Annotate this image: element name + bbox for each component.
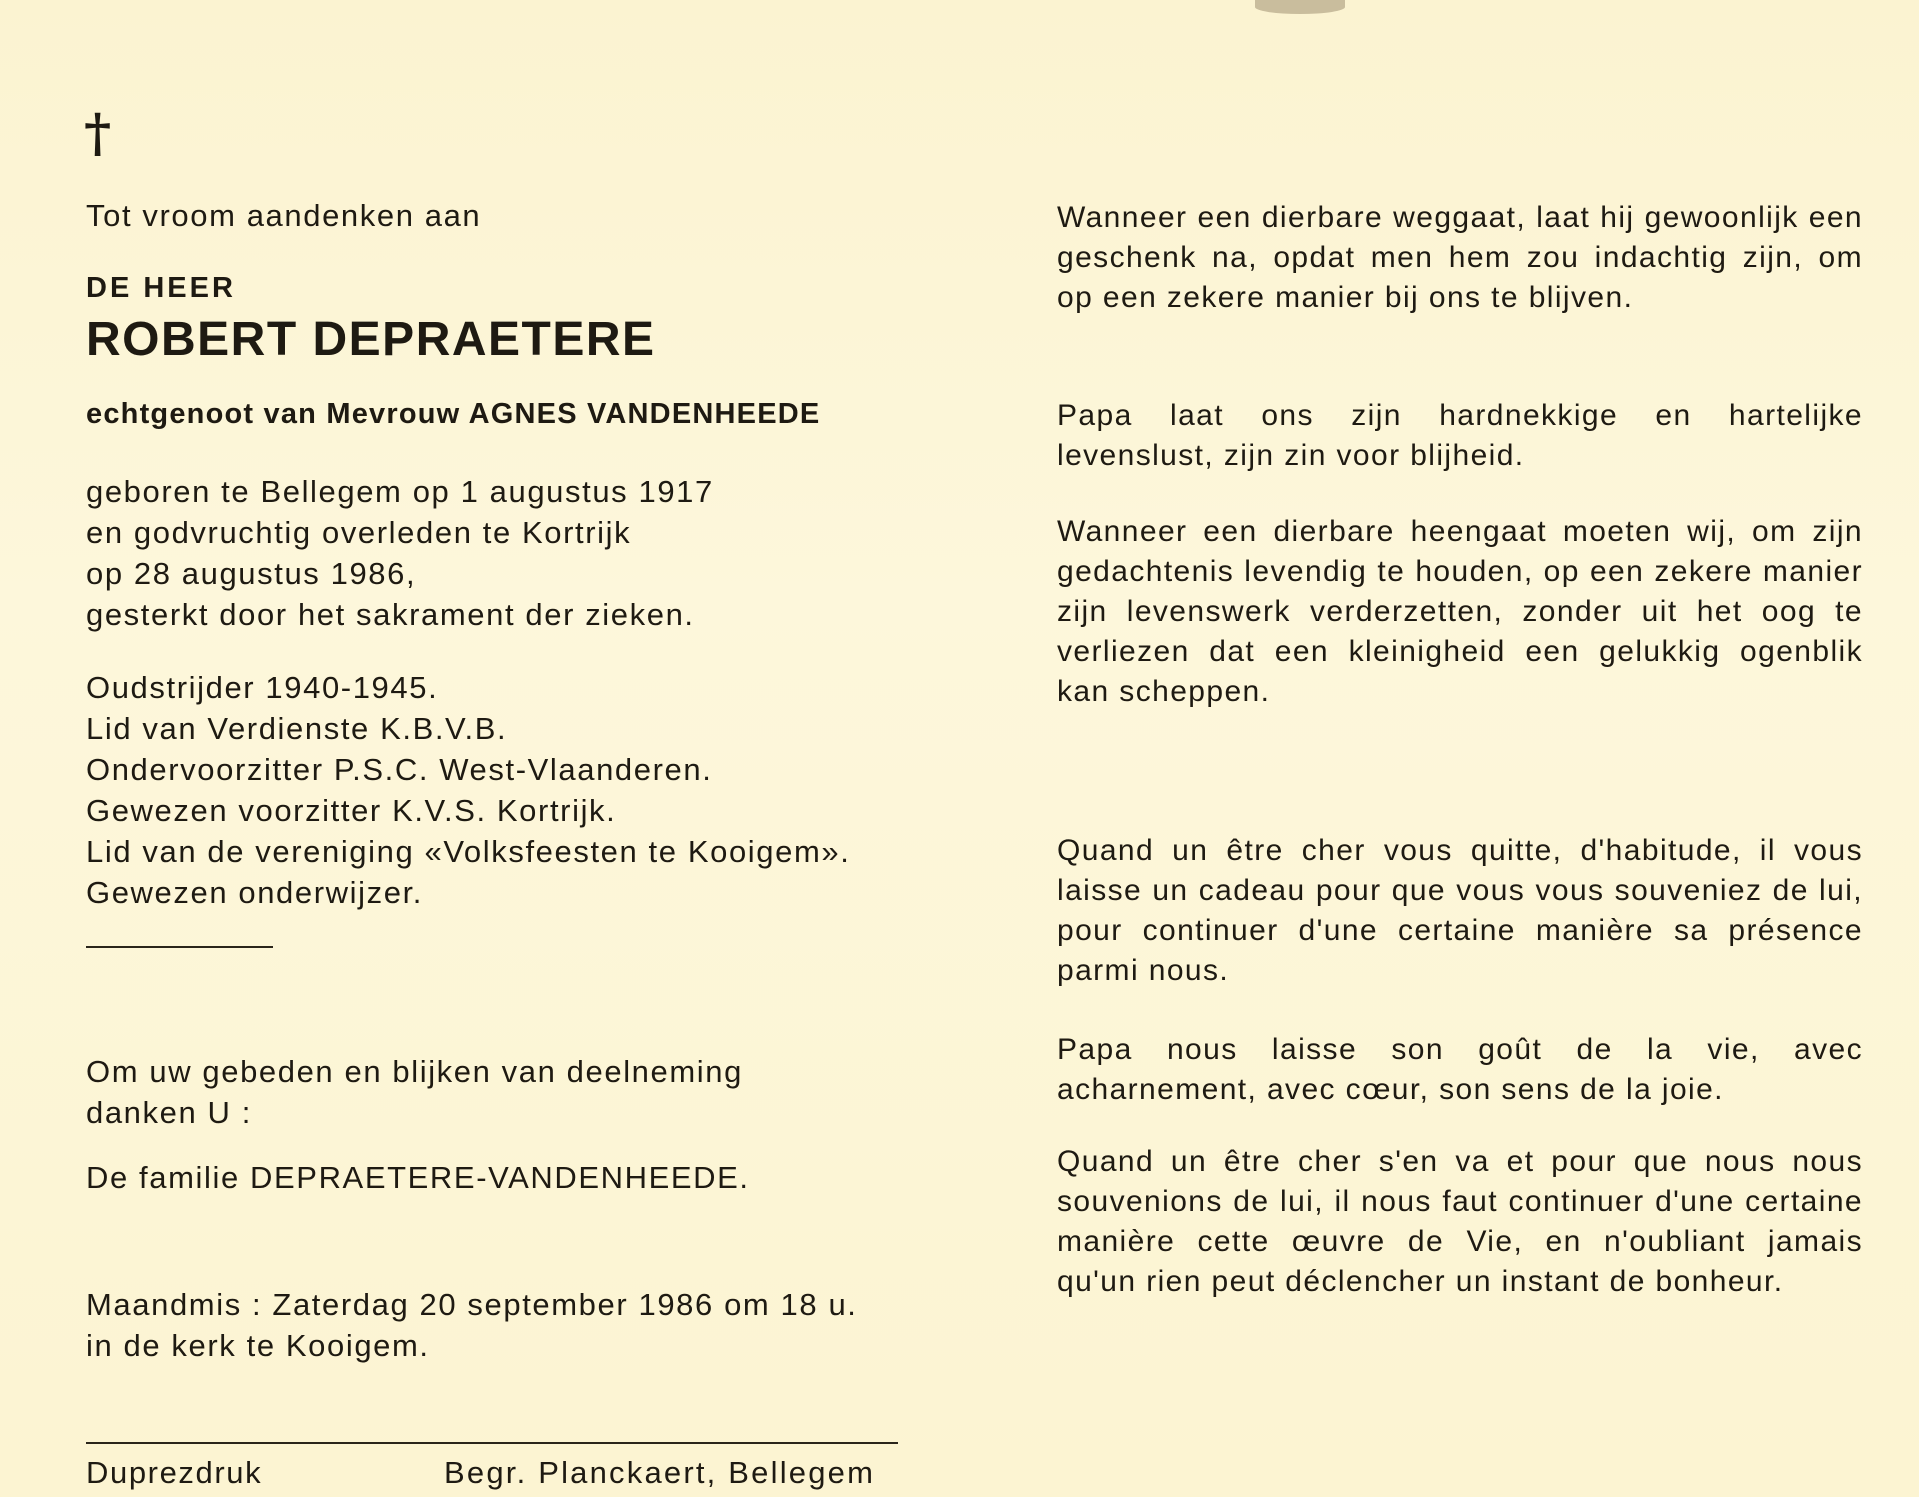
dutch-paragraph: Papa laat ons zijn hardnekkige en hartelijke levenslust, zijn zin voor blijheid. [1057, 399, 1863, 472]
title-line: Gewezen onderwijzer. [86, 875, 423, 910]
birth-line: gesterkt door het sakrament der zieken. [86, 597, 695, 632]
divider-bottom [86, 1442, 898, 1444]
divider-short [86, 946, 273, 948]
title-line: Lid van de vereniging «Volksfeesten te Kooigem». [86, 834, 851, 869]
spouse-line: echtgenoot van Mevrouw AGNES VANDENHEEDE [86, 398, 821, 430]
undertaker-credit: Begr. Planckaert, Bellegem [444, 1455, 876, 1490]
deceased-name: ROBERT DEPRAETERE [86, 313, 656, 366]
mass-line: Maandmis : Zaterdag 20 september 1986 om 18 u. [86, 1287, 858, 1322]
french-paragraph: Quand un être cher vous quitte, d'habitude, il vous laisse un cadeau pour que vous vous souveniez de lui, pour continuer d'une certaine manière sa présence parmi nous. [1057, 834, 1863, 987]
title-line: Oudstrijder 1940-1945. [86, 670, 439, 705]
dutch-paragraph: Wanneer een dierbare heengaat moeten wij, om zijn gedachtenis levendig te houden, op een zekere manier zijn levenswerk verderzetten, zonder uit het oog te verliezen dat een kleinigheid een gelukkig ogenblik kan scheppen. [1057, 515, 1863, 708]
mass-line: in de kerk te Kooigem. [86, 1328, 430, 1363]
dutch-paragraph: Wanneer een dierbare weggaat, laat hij gewoonlijk een geschenk na, opdat men hem zou indachtig zijn, om op een zekere manier bij ons te blijven. [1057, 201, 1863, 314]
birth-line: op 28 augustus 1986, [86, 556, 417, 591]
printer-credit: Duprezdruk [86, 1455, 263, 1490]
paper-mark [1255, 0, 1345, 14]
birth-line: geboren te Bellegem op 1 augustus 1917 [86, 474, 714, 509]
french-paragraph: Papa nous laisse son goût de la vie, avec acharnement, avec cœur, son sens de la joie. [1057, 1033, 1863, 1106]
french-paragraph: Quand un être cher s'en va et pour que nous nous souvenions de lui, il nous faut continuer d'une certaine manière cette œuvre de Vie, en n'oubliant jamais qu'un rien peut déclencher un instant de bonheur. [1057, 1145, 1863, 1298]
title-prefix: DE HEER [86, 272, 236, 304]
title-line: Gewezen voorzitter K.V.S. Kortrijk. [86, 793, 617, 828]
thanks-line: Om uw gebeden en blijken van deelneming [86, 1054, 743, 1089]
intro-text: Tot vroom aandenken aan [86, 198, 482, 233]
birth-line: en godvruchtig overleden te Kortrijk [86, 515, 632, 550]
thanks-line: danken U : [86, 1095, 252, 1130]
title-line: Ondervoorzitter P.S.C. West-Vlaanderen. [86, 752, 713, 787]
cross-icon: † [84, 103, 112, 164]
family-line: De familie DEPRAETERE-VANDENHEEDE. [86, 1160, 750, 1195]
title-line: Lid van Verdienste K.B.V.B. [86, 711, 508, 746]
